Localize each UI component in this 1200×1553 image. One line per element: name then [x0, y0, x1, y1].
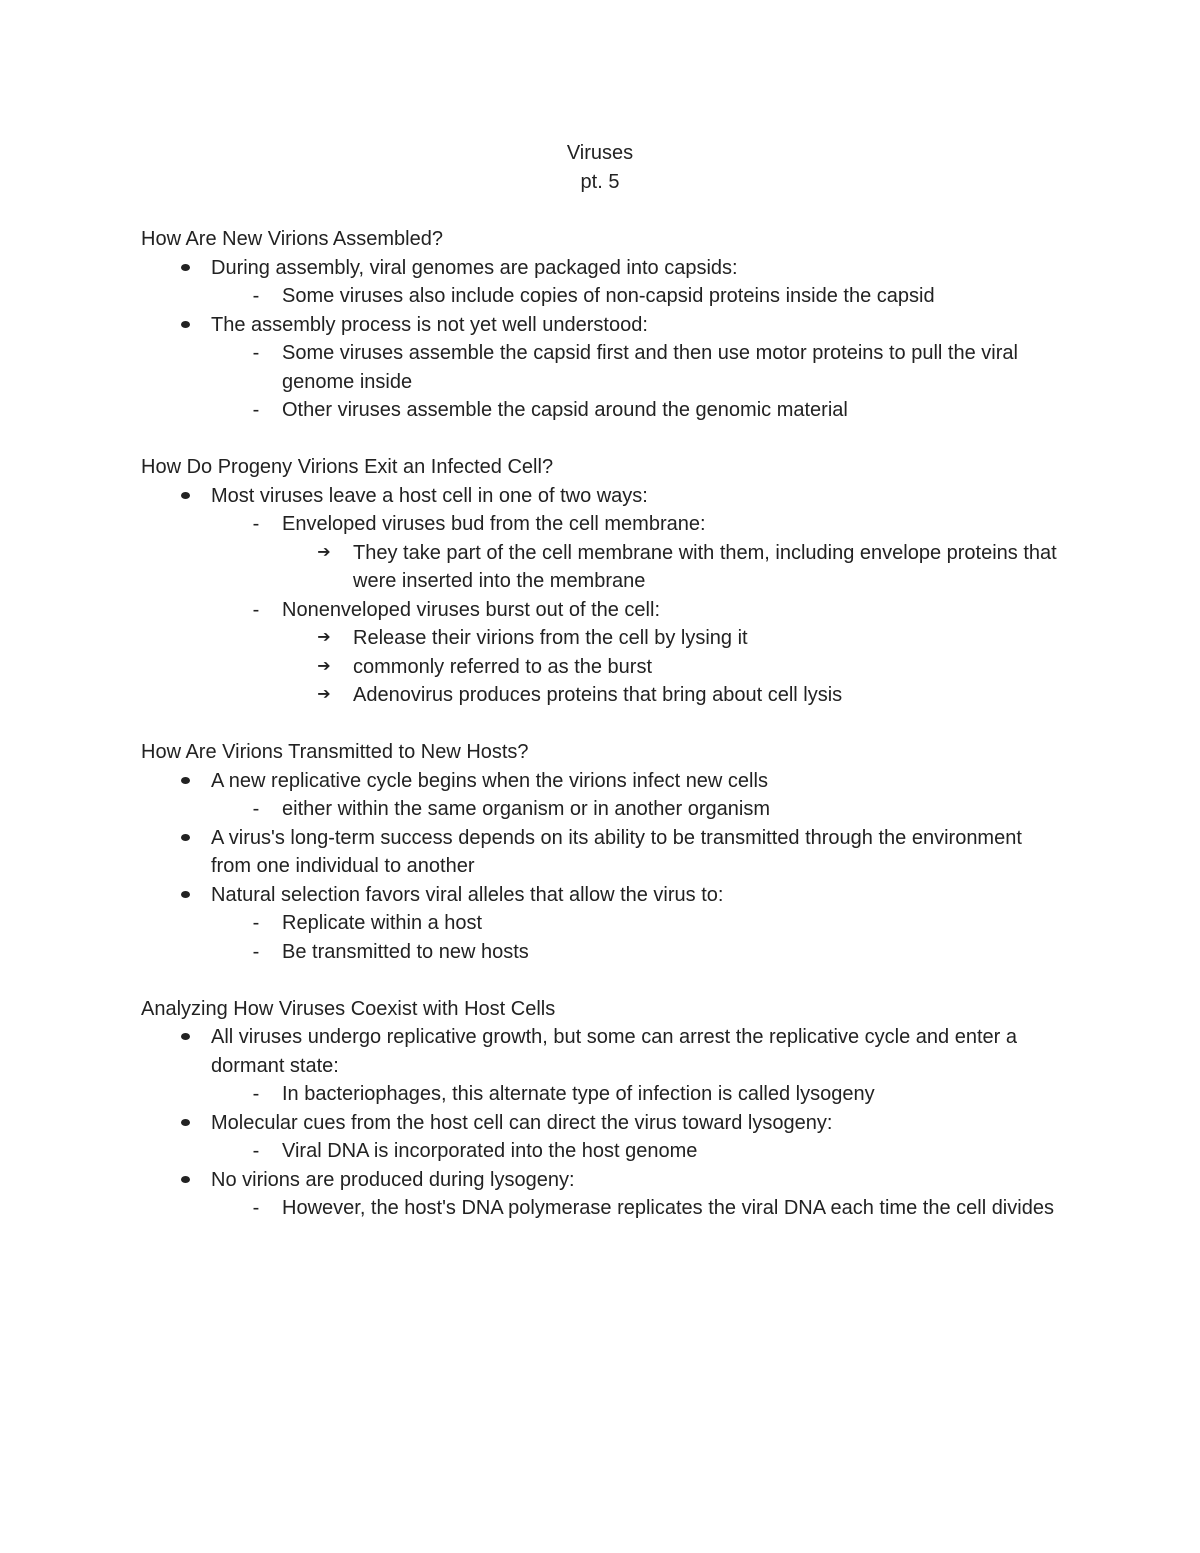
sub-list-item: [211, 1080, 1061, 1109]
arrow-list-item: [282, 653, 1061, 682]
dash-list: [211, 510, 1061, 710]
dash-list: [211, 1080, 1061, 1109]
list-item: [141, 767, 1061, 824]
list-item-text: Molecular cues from the host cell can direct the virus toward lysogeny:: [211, 1111, 833, 1134]
dash-marker: -: [252, 285, 260, 307]
arrow-list-item-text: Adenovirus produces proteins that bring about cell lysis: [353, 684, 843, 706]
list-item: [141, 482, 1061, 710]
sub-list-item: [211, 282, 1061, 311]
list-item-text: The assembly process is not yet well understood:: [211, 313, 648, 336]
section-heading: Analyzing How Viruses Coexist with Host Cells: [141, 997, 556, 1020]
sub-list-item-text: Nonenveloped viruses burst out of the cell:: [282, 598, 660, 621]
arrow-list-item: [282, 539, 1061, 596]
arrow-icon: ➔: [317, 543, 331, 561]
sub-list-item: [211, 938, 1061, 967]
sub-list-item: [211, 339, 1061, 396]
list-item-text: A virus's long-term success depends on its ability to be transmitted through the environment from one individual to another: [211, 826, 1022, 877]
dash-marker: -: [252, 513, 260, 535]
list-item: [141, 254, 1061, 311]
sub-list-item-text: Other viruses assemble the capsid around the genomic material: [282, 399, 848, 421]
sub-list-item-text: Viral DNA is incorporated into the host genome: [282, 1140, 698, 1162]
document-title: Viruses: [566, 142, 634, 164]
dash-list: [211, 282, 1061, 311]
arrow-icon: ➔: [317, 657, 331, 675]
arrow-list: [282, 624, 1061, 710]
sub-list-item-text: either within the same organism or in another organism: [282, 798, 771, 820]
dash-list: [211, 1137, 1061, 1166]
arrow-list-item-text: Release their virions from the cell by lysing it: [353, 627, 748, 649]
bullet-list: [141, 1023, 1061, 1223]
sub-list-item: [211, 1137, 1061, 1166]
list-item: [141, 1023, 1061, 1109]
section: [141, 225, 1061, 425]
dash-marker: -: [252, 342, 260, 364]
list-item: [141, 824, 1061, 881]
dash-marker: -: [252, 912, 260, 934]
arrow-icon: ➔: [317, 686, 331, 703]
arrow-list-item: [282, 681, 1061, 710]
list-item: [141, 881, 1061, 967]
list-item: [141, 311, 1061, 425]
sub-list-item: [211, 510, 1061, 596]
sub-list-item: [211, 909, 1061, 938]
section: [141, 453, 1061, 710]
section-heading: How Are New Virions Assembled?: [141, 228, 443, 250]
document-content: [141, 225, 1061, 1223]
document-subtitle: pt. 5: [580, 170, 620, 193]
bullet-list: [141, 254, 1061, 425]
title-block: [0, 139, 1200, 196]
sub-list-item-text: Replicate within a host: [282, 912, 483, 934]
sub-list-item-text: In bacteriophages, this alternate type of infection is called lysogeny: [282, 1083, 875, 1105]
sub-list-item: [211, 596, 1061, 710]
dash-list: [211, 1194, 1061, 1223]
bullet-list: [141, 767, 1061, 967]
dash-list: [211, 339, 1061, 425]
list-item-text: A new replicative cycle begins when the virions infect new cells: [211, 769, 768, 792]
dash-marker: -: [252, 1140, 260, 1162]
sub-list-item-text: However, the host's DNA polymerase replicates the viral DNA each time the cell divides: [282, 1197, 1054, 1219]
arrow-list-item-text: commonly referred to as the burst: [353, 655, 653, 678]
dash-list: [211, 909, 1061, 966]
section: [141, 995, 1061, 1223]
dash-marker: -: [252, 1083, 260, 1105]
list-item-text: Most viruses leave a host cell in one of two ways:: [211, 484, 648, 507]
sub-list-item-text: Enveloped viruses bud from the cell membrane:: [282, 513, 706, 535]
dash-marker: -: [252, 798, 260, 820]
list-item-text: All viruses undergo replicative growth, but some can arrest the replicative cycle and enter a dormant state:: [211, 1026, 1017, 1077]
list-item-text: During assembly, viral genomes are packaged into capsids:: [211, 256, 738, 279]
arrow-list-item: [282, 624, 1061, 653]
sub-list-item: [211, 795, 1061, 824]
dash-marker: -: [252, 399, 260, 421]
dash-list: [211, 795, 1061, 824]
section-heading: How Are Virions Transmitted to New Hosts?: [141, 741, 529, 763]
arrow-list-item-text: They take part of the cell membrane with them, including envelope proteins that were inserted into the membrane: [353, 541, 1057, 592]
sub-list-item-text: Be transmitted to new hosts: [282, 940, 529, 963]
bullet-list: [141, 482, 1061, 710]
list-item-text: No virions are produced during lysogeny:: [211, 1168, 575, 1191]
sub-list-item-text: Some viruses also include copies of non-capsid proteins inside the capsid: [282, 285, 935, 307]
section-heading: How Do Progeny Virions Exit an Infected Cell?: [141, 456, 554, 478]
dash-marker: -: [252, 598, 260, 621]
arrow-list: [282, 539, 1061, 596]
arrow-icon: ➔: [317, 629, 331, 646]
list-item-text: Natural selection favors viral alleles that allow the virus to:: [211, 883, 724, 906]
sub-list-item: [211, 1194, 1061, 1223]
list-item: [141, 1109, 1061, 1166]
sub-list-item-text: Some viruses assemble the capsid first and then use motor proteins to pull the viral genome inside: [282, 342, 1018, 393]
sub-list-item: [211, 396, 1061, 425]
dash-marker: -: [252, 1197, 260, 1219]
section: [141, 738, 1061, 966]
dash-marker: -: [252, 940, 260, 963]
list-item: [141, 1166, 1061, 1223]
